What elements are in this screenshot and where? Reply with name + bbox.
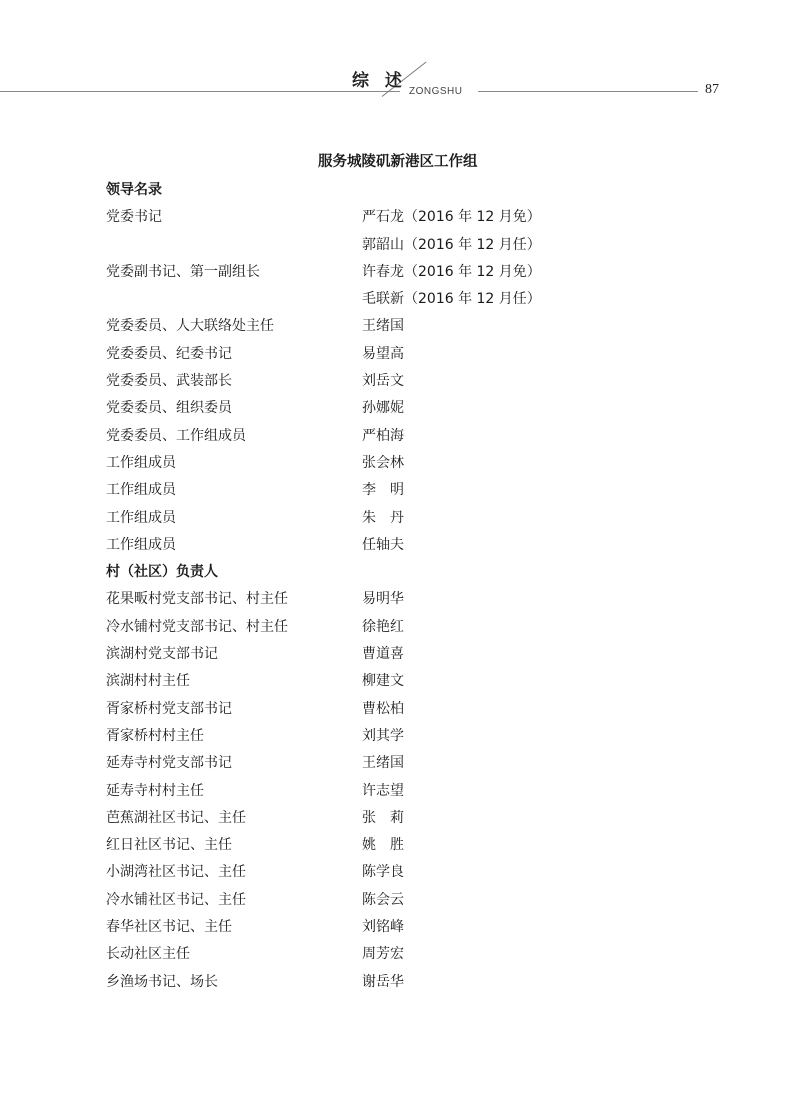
page-number: 87 (705, 82, 719, 97)
person-name: 张 莉 (362, 809, 404, 826)
position-title: 延寿寺村党支部书记 (106, 755, 232, 772)
roster-row (0, 366, 805, 393)
person-name: 张会林 (362, 454, 404, 471)
roster-row (0, 393, 805, 420)
roster-list (0, 175, 805, 994)
person-name: 刘铭峰 (362, 919, 404, 936)
person-name: 曹道喜 (362, 646, 404, 663)
roster-row (0, 584, 805, 611)
header-rule-right (478, 91, 698, 92)
position-title: 党委委员、纪委书记 (106, 345, 232, 362)
roster-row (0, 257, 805, 284)
person-name: 刘岳文 (362, 373, 404, 390)
roster-row (0, 639, 805, 666)
roster-row (0, 721, 805, 748)
header-rule-left (0, 91, 400, 92)
position-title: 延寿寺村村主任 (106, 782, 204, 799)
roster-row (0, 503, 805, 530)
roster-row (0, 448, 805, 475)
roster-row (0, 912, 805, 939)
roster-row (0, 230, 805, 257)
document-title: 服务城陵矶新港区工作组 (318, 154, 478, 170)
person-name: 谢岳华 (362, 973, 404, 990)
position-title: 党委委员、工作组成员 (106, 427, 246, 444)
roster-row (0, 202, 805, 229)
roster-row (0, 530, 805, 557)
position-title: 工作组成员 (106, 509, 176, 526)
position-title: 党委委员、组织委员 (106, 400, 232, 417)
person-name: 姚 胜 (362, 837, 404, 854)
person-name: 严石龙（2016 年 12 月免） (362, 209, 541, 226)
position-title: 党委委员、武装部长 (106, 373, 232, 390)
person-name: 徐艳红 (362, 618, 404, 635)
person-name: 李 明 (362, 482, 404, 499)
roster-row (0, 803, 805, 830)
roster-row (0, 339, 805, 366)
position-title: 党委书记 (106, 209, 162, 226)
roster-row (0, 830, 805, 857)
position-title: 工作组成员 (106, 536, 176, 553)
person-name: 王绪国 (362, 318, 404, 335)
person-name: 毛联新（2016 年 12 月任） (362, 291, 541, 308)
position-title: 芭蕉湖社区书记、主任 (106, 809, 246, 826)
position-title: 春华社区书记、主任 (106, 919, 232, 936)
roster-row (0, 748, 805, 775)
section-title: 综 述 (352, 71, 407, 91)
roster-row (0, 857, 805, 884)
roster-row (0, 885, 805, 912)
position-title: 冷水铺社区书记、主任 (106, 891, 246, 908)
person-name: 易明华 (362, 591, 404, 608)
position-title: 长动社区主任 (106, 946, 190, 963)
position-title: 胥家桥村村主任 (106, 727, 204, 744)
roster-row (0, 939, 805, 966)
person-name: 陈会云 (362, 891, 404, 908)
section-heading (0, 175, 805, 202)
person-name: 孙娜妮 (362, 400, 404, 417)
position-title: 工作组成员 (106, 454, 176, 471)
person-name: 周芳宏 (362, 946, 404, 963)
roster-row (0, 475, 805, 502)
person-name: 王绪国 (362, 755, 404, 772)
position-title: 党委副书记、第一副组长 (106, 263, 260, 280)
person-name: 许春龙（2016 年 12 月免） (362, 263, 541, 280)
person-name: 刘其学 (362, 727, 404, 744)
position-title: 滨湖村党支部书记 (106, 646, 218, 663)
roster-row (0, 666, 805, 693)
roster-row (0, 284, 805, 311)
roster-row (0, 694, 805, 721)
position-title: 滨湖村村主任 (106, 673, 190, 690)
page-header (0, 0, 805, 120)
position-title: 冷水铺村党支部书记、村主任 (106, 618, 288, 635)
position-title: 小湖湾社区书记、主任 (106, 864, 246, 881)
person-name: 曹松柏 (362, 700, 404, 717)
position-title: 工作组成员 (106, 482, 176, 499)
position-title: 党委委员、人大联络处主任 (106, 318, 274, 335)
roster-row (0, 776, 805, 803)
position-title: 乡渔场书记、场长 (106, 973, 218, 990)
position-title: 红日社区书记、主任 (106, 837, 232, 854)
person-name: 郭韶山（2016 年 12 月任） (362, 236, 541, 253)
roster-row (0, 612, 805, 639)
section-subtitle: ZONGSHU (409, 86, 463, 97)
person-name: 柳建文 (362, 673, 404, 690)
person-name: 任轴夫 (362, 536, 404, 553)
section-heading-label: 领导名录 (106, 182, 162, 198)
position-title: 胥家桥村党支部书记 (106, 700, 232, 717)
person-name: 严柏海 (362, 427, 404, 444)
person-name: 许志望 (362, 782, 404, 799)
roster-row (0, 967, 805, 994)
roster-row (0, 311, 805, 338)
section-heading-label: 村（社区）负责人 (106, 564, 218, 581)
person-name: 易望高 (362, 345, 404, 362)
position-title: 花果畈村党支部书记、村主任 (106, 591, 288, 608)
person-name: 朱 丹 (362, 509, 404, 526)
person-name: 陈学良 (362, 864, 404, 881)
roster-row (0, 421, 805, 448)
section-heading (0, 557, 805, 584)
